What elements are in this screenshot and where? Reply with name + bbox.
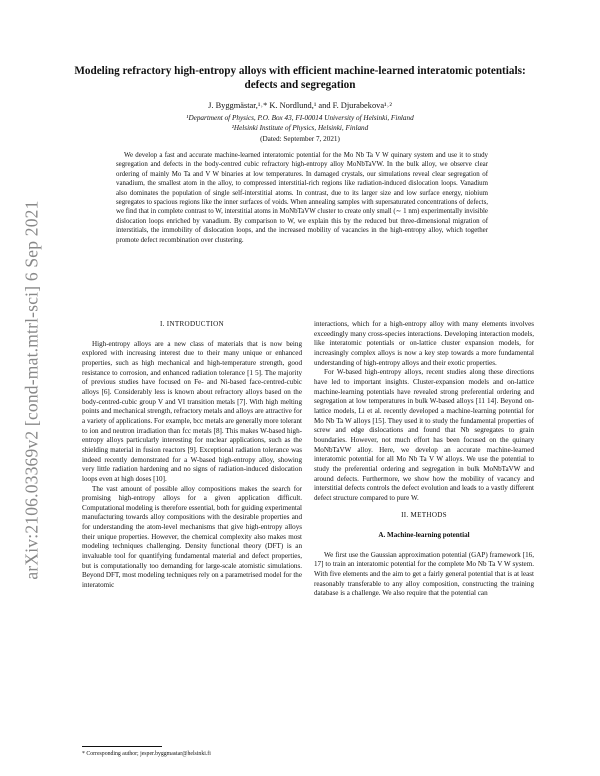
methods-paragraph-1: We first use the Gaussian approximation potential (GAP) framework [16, 17] to train an interatomic potential for the complete Mo Nb Ta V W system. With five elements and the aim to get a fairly general potential that is at least reasonably transferable to any alloy composition, constructing the training database is a challenge. We also require that the potential can xyxy=(314,550,534,598)
corresponding-author-footnote: * Corresponding author; jesper.byggmastar@helsinki.fi xyxy=(82,751,211,757)
subsection-heading-ml-potential: A. Machine-learning potential xyxy=(378,531,470,540)
paper-title: Modeling refractory high-entropy alloys with efficient machine-learned interatomic potentials: defects and segregation xyxy=(74,65,526,91)
author-list: J. Byggmästar,¹˒* K. Nordlund,¹ and F. Djurabekova¹˒² xyxy=(208,101,392,110)
affiliation-1: ¹Department of Physics, P.O. Box 43, FI-00014 University of Helsinki, Finland xyxy=(186,114,414,122)
intro-paragraph-2: The vast amount of possible alloy compositions makes the search for promising high-entropy alloys for a given application difficult. Computational modeling is therefore essential, both for guiding experimental manufacturing towards alloy compositions with the desirable properties and for understanding the atom-level mechanisms that give high-entropy alloys their unique properties. However, the chemical complexity also makes most modeling techniques challenging. Density functional theory (DFT) is an invaluable tool for quantifying fundamental material and defect properties, but is computationally too demanding for large-scale atomistic simulations. Beyond DFT, most modeling techniques rely on a parametrised model for the interatomic xyxy=(82,484,302,590)
left-column xyxy=(82,320,302,591)
intro-paragraph-3: interactions, which for a high-entropy alloy with many elements involves exceedingly many cross-species interactions. Developing interaction models, like interatomic potentials or on-lattice cluster expansion models, for increasingly complex alloys is now a key step towards a more fundamental understanding of high-entropy alloys and their exotic properties. xyxy=(314,320,534,367)
arxiv-stamp[interactable] xyxy=(14,160,50,620)
section-heading-methods: II. METHODS xyxy=(401,511,447,520)
dated-line: (Dated: September 7, 2021) xyxy=(260,135,340,143)
footnote-rule xyxy=(82,746,162,747)
arxiv-stamp-text: arXiv:2106.03369v2 [cond-mat.mtrl-sci] 6 Sep 2021 xyxy=(21,200,42,580)
intro-paragraph-1: High-entropy alloys are a new class of materials that is now being explored with increasing interest due to their many unique or enhanced properties, such as high mechanical and high-temperature strength, good resistance to corrosion, and enhanced radiation tolerance [1 5]. The majority of previous studies have focused on Fe- and Ni-based face-centred-cubic alloys [6]. Considerably less is known about refractory alloys based on the body-centred-cubic group V and VI transition metals [7]. With high melting points and mechanical strength, refractory metals and alloys are attractive for a variety of applications. For example, bcc metals are generally more tolerant to ion and neutron irradiation than fcc metals [8]. This makes W-based high-entropy alloys particularly interesting for nuclear applications, such as the shielding material in fusion reactors [9]. Exceptional radiation tolerance was indeed recently demonstrated for a W-based high-entropy alloy, showing very little radiation hardening and no signs of radiation-induced dislocation loops even at high doses [10]. xyxy=(82,339,302,483)
section-heading-introduction: I. INTRODUCTION xyxy=(159,320,224,328)
right-column xyxy=(314,320,534,599)
intro-paragraph-4: For W-based high-entropy alloys, recent studies along these directions have led to important insights. Cluster-expansion models and on-lattice machine-learning potentials have revealed strong preferential ordering and segregation at low temperatures in bulk W-based alloys [11 14]. Beyond on-lattice models, Li et al. recently developed a machine-learning potential for Mo Nb Ta W alloys [15]. They used it to study the fundamental properties of screw and edge dislocations and found that Nb segregates to grain boundaries. However, not much effort has been focused on the quinary MoNbTaVW alloy. Here, we develop an accurate machine-learned interatomic potential for all Mo Nb Ta V W alloys. We use the potential to study the preferential ordering and segregation in bulk MoNbTaVW and around defects. Furthermore, we show how the mobility of vacancy and interstitial defects controls the defect evolution and leads to a vastly different defect structure compared to pure W. xyxy=(314,368,534,502)
affiliation-2: ²Helsinki Institute of Physics, Helsinki, Finland xyxy=(231,124,369,132)
abstract: We develop a fast and accurate machine-learned interatomic potential for the Mo Nb Ta V W quinary system and use it to study segregation and defects in the body-centred cubic refractory high-entropy alloy MoNbTaVW. In the bulk alloy, we observe clear ordering of mainly Mo Ta and V W binaries at low temperatures. In damaged crystals, our simulations reveal clear segregation of vanadium, the smallest atom in the alloy, to compressed interstitial-rich regions like radiation-induced dislocation loops. Vanadium also dominates the population of single self-interstitial atoms. In contrast, due to its larger size and low surface energy, niobium segregates to spacious regions like the inner surfaces of voids. When annealing samples with supersaturated concentrations of defects, we find that in complete contrast to W, interstitial atoms in MoNbTaVW cluster to create only small (∼ 1 nm) experimentally invisible dislocation loops enriched by vanadium. By comparison to W, we explain this by the reduced but three-dimensional migration of interstitials, the immobility of dislocation loops, and the increased mobility of vacancies in the high-entropy alloy, which together promote defect recombination over clustering. xyxy=(116,152,488,244)
